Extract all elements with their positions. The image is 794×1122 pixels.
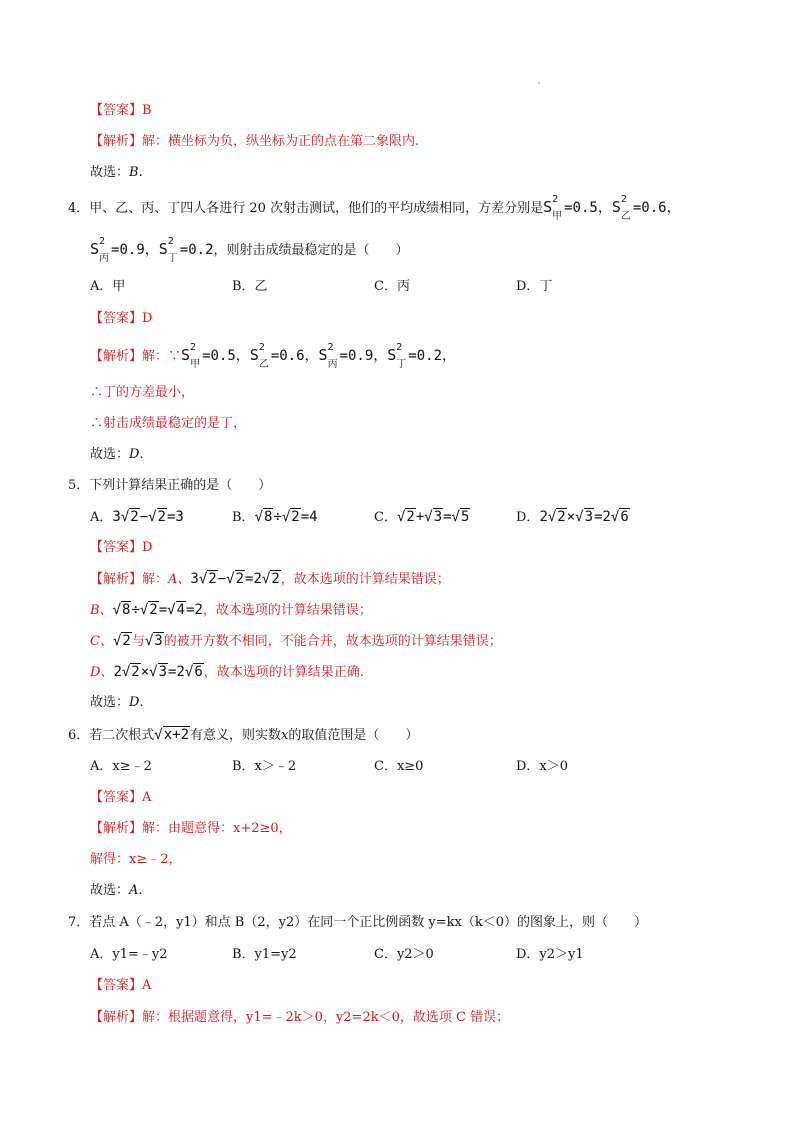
case-label: C、 <box>90 634 113 649</box>
variance-jia-value: =0.5， <box>202 348 250 364</box>
choose-end: . <box>138 883 143 898</box>
math-expr: √2 <box>112 633 131 649</box>
analysis-pre: 解： <box>142 572 169 587</box>
q6-option-a: A．x≥﹣2 <box>90 759 152 774</box>
option-label: C． <box>374 510 397 525</box>
q5-analysis-c <box>90 632 502 651</box>
analysis-tag: 【解析】 <box>90 572 143 587</box>
variance-bing-value: =0.9， <box>111 242 159 258</box>
choose-value: D <box>129 695 140 710</box>
variance-jia: S 2 $_甲$ <box>181 342 201 370</box>
choose-label: 故选： <box>90 447 130 462</box>
variance-ding-value: =0.2， <box>408 348 457 364</box>
q6-analysis <box>90 820 292 838</box>
q4-step2: ∴射击成绩最稳定的是丁， <box>90 416 247 431</box>
variance-yi: S 2 $_乙$ <box>249 342 269 370</box>
q5-option-c <box>374 508 470 527</box>
q5-option-d <box>516 508 630 527</box>
q6-stem-pre: 6．若二次根式 <box>68 728 155 743</box>
q5-analysis-d <box>90 663 364 682</box>
math-expr: √x+2 <box>154 727 190 743</box>
q7-option-c: C．y2＞0 <box>374 947 434 962</box>
q6-option-d: D．x＞0 <box>516 759 569 774</box>
variance-ding: S 2 $_丁$ <box>387 342 407 370</box>
variance-jia-value: =0.5， <box>564 200 612 216</box>
analysis-tag: 【解析】 <box>90 134 143 149</box>
q3-answer: 【答案】B <box>90 103 152 118</box>
q4-choose <box>90 446 144 464</box>
case-label: D、 <box>90 665 114 680</box>
choose-label: 故选： <box>90 695 130 710</box>
case-text: ，故本选项的计算结果错误； <box>202 603 372 618</box>
q4-option-d: D．丁 <box>516 279 553 294</box>
case-text: ，故本选项的计算结果正确. <box>203 665 364 680</box>
choose-end: . <box>139 695 144 710</box>
case-text: ，故本选项的计算结果错误； <box>280 572 450 587</box>
analysis-tag: 【解析】 <box>90 1010 143 1025</box>
option-label: B． <box>232 510 255 525</box>
q5-answer: 【答案】D <box>90 540 153 555</box>
analysis-text: 解：由题意得：x+2≥0， <box>142 821 292 836</box>
q6-option-c: C．x≥0 <box>374 759 424 774</box>
var-x: x <box>281 728 289 743</box>
variance-yi: S 2 $_乙$ <box>611 194 631 222</box>
math-expr: √8÷√2=√4=2 <box>112 602 203 618</box>
q4-stem-end: ，则射击成绩最稳定的是（ ） <box>213 243 409 258</box>
q3-analysis <box>90 133 419 151</box>
q7-answer: 【答案】A <box>90 978 152 993</box>
choose-end: . <box>138 165 143 180</box>
math-expr: √2+√3=√5 <box>396 509 470 525</box>
variance-ding: S 2 $_丁$ <box>158 236 178 264</box>
q4-analysis <box>90 342 457 371</box>
analysis-pre: 解：∵ <box>142 349 182 364</box>
analysis-tag: 【解析】 <box>90 821 143 836</box>
q4-step1: ∴丁的方差最小， <box>90 385 195 400</box>
math-expr: √3 <box>144 633 163 649</box>
q5-analysis-a <box>90 570 450 589</box>
variance-bing: S 2 $_丙$ <box>90 236 110 264</box>
math-expr: √8÷√2=4 <box>254 509 318 525</box>
q4-option-a: A．甲 <box>90 279 126 294</box>
q5-stem: 5．下列计算结果正确的是（ ） <box>68 478 272 493</box>
case-label: B、 <box>90 603 113 618</box>
q6-solve: 解得：x≥﹣2， <box>90 852 182 867</box>
q7-stem: 7．若点 A（﹣2，y1）和点 B（2，y2）在同一个正比例函数 y=kx（k＜0）的图象上，则（ ） <box>68 915 647 930</box>
q6-stem-post: 有意义，则实数 <box>190 728 282 743</box>
q4-answer: 【答案】D <box>90 311 153 326</box>
variance-yi-value: =0.6， <box>632 200 681 216</box>
choose-label: 故选： <box>90 165 130 180</box>
choose-label: 故选： <box>90 883 130 898</box>
analysis-text: 解：根据题意得，y1=﹣2k＞0，y2=2k＜0，故选项 C 错误； <box>142 1010 510 1025</box>
q6-stem-end: 的取值范围是（ ） <box>288 728 419 743</box>
q7-option-b: B．y1=y2 <box>232 947 297 962</box>
q4-option-b: B．乙 <box>232 279 268 294</box>
scan-dot <box>538 82 540 84</box>
q6-answer: 【答案】A <box>90 790 152 805</box>
math-expr: 2√2×√3=2√6 <box>113 664 203 680</box>
q7-analysis <box>90 1009 509 1027</box>
q4-stem-line2 <box>90 236 409 265</box>
option-label: D． <box>516 510 540 525</box>
case-mid: 与 <box>131 634 145 649</box>
math-expr: 3√2−√2=2√2 <box>190 571 280 587</box>
variance-jia: S 2 $_甲$ <box>543 194 563 222</box>
choose-end: . <box>139 447 144 462</box>
q7-option-a: A．y1=﹣y2 <box>90 947 168 962</box>
q5-option-a <box>90 508 184 527</box>
math-expr: 3√2−√2=3 <box>112 509 184 525</box>
choose-value: B <box>129 165 139 180</box>
q5-choose <box>90 694 144 712</box>
choose-value: D <box>129 447 140 462</box>
variance-bing-value: =0.9， <box>339 348 388 364</box>
variance-yi-value: =0.6， <box>270 348 319 364</box>
case-text: 的被开方数不相同，不能合并，故本选项的计算结果错误； <box>163 634 502 649</box>
q3-choose <box>90 164 143 182</box>
q6-stem <box>68 726 418 745</box>
q5-analysis-b <box>90 601 372 620</box>
q4-option-c: C．丙 <box>374 279 410 294</box>
choose-value: A <box>129 883 139 898</box>
case-label: A、 <box>168 572 191 587</box>
q5-option-b <box>232 508 318 527</box>
q4-stem-text: 4．甲、乙、丙、丁四人各进行 20 次射击测试，他们的平均成绩相同，方差分别是 <box>68 201 544 216</box>
q4-stem-line1 <box>68 194 681 223</box>
analysis-text: 解：横坐标为负，纵坐标为正的点在第二象限内. <box>142 134 420 149</box>
analysis-tag: 【解析】 <box>90 349 143 364</box>
q7-option-d: D．y2＞y1 <box>516 947 584 962</box>
variance-bing: S 2 $_丙$ <box>318 342 338 370</box>
q6-option-b: B．x＞﹣2 <box>232 759 297 774</box>
q6-choose <box>90 882 143 900</box>
math-expr: 2√2×√3=2√6 <box>539 509 629 525</box>
option-label: A． <box>90 510 113 525</box>
variance-ding-value: =0.2 <box>179 242 214 258</box>
